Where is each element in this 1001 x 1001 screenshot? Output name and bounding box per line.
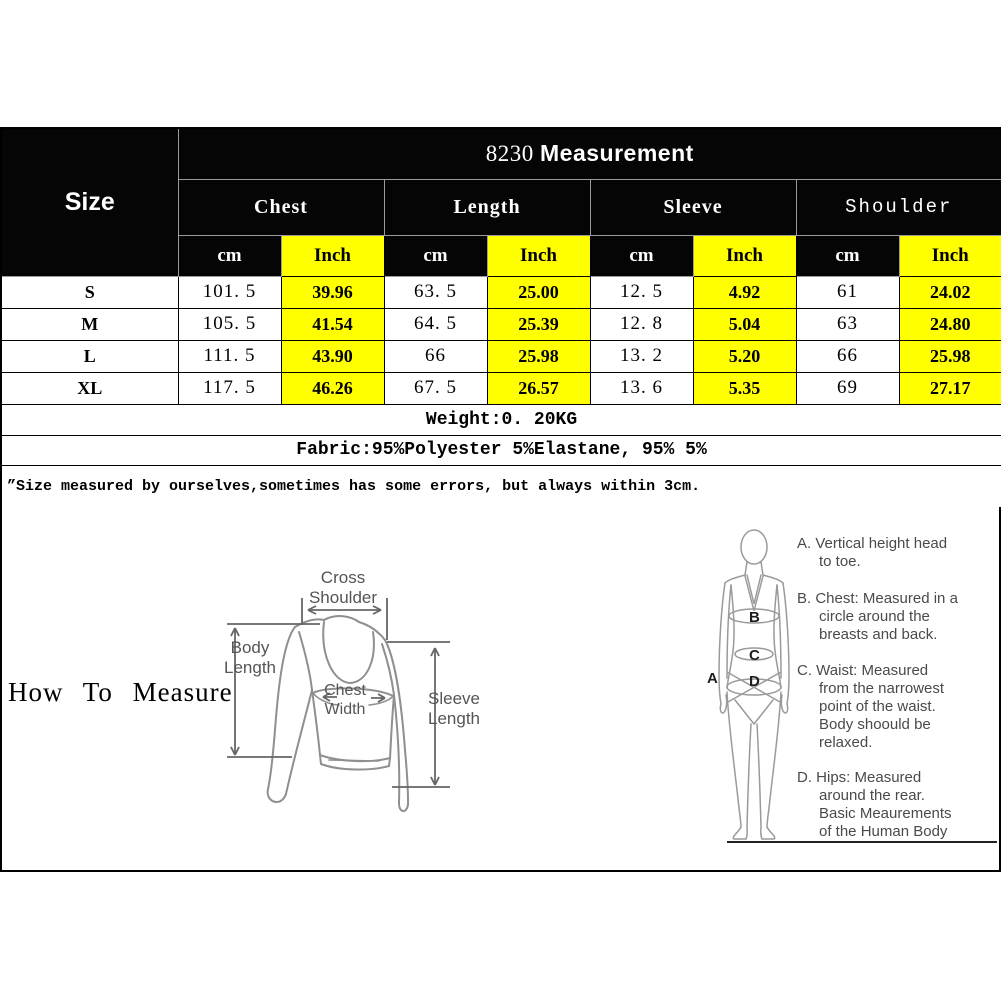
measurement-table [0, 127, 1001, 509]
unit-inch: Inch [487, 235, 590, 276]
table-title [178, 128, 1001, 179]
unit-cm: cm [178, 235, 281, 276]
sleeve-inch-value: 5.04 [693, 308, 796, 340]
shoulder-inch-value: 24.80 [899, 308, 1001, 340]
body-length-label: Body Length [224, 638, 276, 677]
shoulder-cm-value: 61 [796, 276, 899, 308]
size-label: XL [1, 372, 178, 404]
notes-underline [727, 841, 997, 843]
human-figure-sketch [697, 518, 809, 848]
weight-text: Weight:0. 20KG [1, 404, 1001, 435]
sleeve-inch-value: 4.92 [693, 276, 796, 308]
weight-row [1, 404, 1001, 435]
size-label: M [1, 308, 178, 340]
length-cm-value: 66 [384, 340, 487, 372]
figure-label-c: C [749, 647, 760, 664]
unit-inch: Inch [899, 235, 1001, 276]
chest-cm-value: 105. 5 [178, 308, 281, 340]
shoulder-cm-value: 69 [796, 372, 899, 404]
size-label: S [1, 276, 178, 308]
figure-label-b: B [749, 609, 760, 626]
size-row-l [1, 340, 1001, 372]
figure-label-d: D [749, 673, 760, 690]
chest-inch-value: 39.96 [281, 276, 384, 308]
length-inch-value: 26.57 [487, 372, 590, 404]
unit-cm: cm [590, 235, 693, 276]
fabric-row [1, 435, 1001, 465]
group-header-chest: Chest [178, 179, 384, 235]
shoulder-inch-value: 27.17 [899, 372, 1001, 404]
unit-cm: cm [796, 235, 899, 276]
note-hips: D. Hips: Measured around the rear. Basic Meaurements of the Human Body [797, 769, 952, 840]
size-column-header: Size [1, 128, 178, 276]
length-inch-value: 25.98 [487, 340, 590, 372]
shoulder-cm-value: 63 [796, 308, 899, 340]
shoulder-inch-value: 25.98 [899, 340, 1001, 372]
chest-inch-value: 41.54 [281, 308, 384, 340]
sleeve-cm-value: 12. 5 [590, 276, 693, 308]
group-header-length: Length [384, 179, 590, 235]
length-cm-value: 63. 5 [384, 276, 487, 308]
note-waist: C. Waist: Measured from the narrowest point of the waist. Body shoould be relaxed. [797, 662, 945, 751]
fabric-text: Fabric:95%Polyester 5%Elastane, 95% 5% [1, 435, 1001, 465]
length-cm-value: 67. 5 [384, 372, 487, 404]
how-to-measure-heading: How To Measure [8, 677, 233, 707]
note-vertical-height: A. Vertical height head to toe. [797, 535, 948, 570]
chest-cm-value: 111. 5 [178, 340, 281, 372]
length-inch-value: 25.00 [487, 276, 590, 308]
length-cm-value: 64. 5 [384, 308, 487, 340]
size-row-s [1, 276, 1001, 308]
sleeve-cm-value: 13. 2 [590, 340, 693, 372]
sleeve-inch-value: 5.20 [693, 340, 796, 372]
group-header-sleeve: Sleeve [590, 179, 796, 235]
shoulder-cm-value: 66 [796, 340, 899, 372]
sleeve-cm-value: 12. 8 [590, 308, 693, 340]
chest-inch-value: 46.26 [281, 372, 384, 404]
unit-inch: Inch [281, 235, 384, 276]
note-chest: B. Chest: Measured in a circle around the breasts and back. [797, 590, 958, 643]
figure-label-a: A [707, 670, 718, 687]
chest-cm-value: 101. 5 [178, 276, 281, 308]
table-title-row [1, 128, 1001, 179]
cross-shoulder-label: Cross Shoulder [308, 568, 378, 607]
disclaimer-row [1, 465, 1001, 508]
title-word: Measurement [540, 140, 694, 167]
group-header-shoulder: Shoulder [796, 179, 1001, 235]
unit-cm: cm [384, 235, 487, 276]
style-code: 8230 [485, 141, 534, 167]
size-row-m [1, 308, 1001, 340]
chest-cm-value: 117. 5 [178, 372, 281, 404]
disclaimer-text: ”Size measured by ourselves,sometimes has some errors, but always within 3cm. [1, 465, 1001, 508]
sleeve-inch-value: 5.35 [693, 372, 796, 404]
shoulder-inch-value: 24.02 [899, 276, 1001, 308]
sleeve-length-label: Sleeve Length [428, 689, 480, 728]
size-label: L [1, 340, 178, 372]
chest-inch-value: 43.90 [281, 340, 384, 372]
length-inch-value: 25.39 [487, 308, 590, 340]
size-row-xl [1, 372, 1001, 404]
sleeve-cm-value: 13. 6 [590, 372, 693, 404]
how-to-measure-section [0, 507, 1001, 872]
chest-width-label: Chest Width [324, 682, 366, 718]
unit-inch: Inch [693, 235, 796, 276]
